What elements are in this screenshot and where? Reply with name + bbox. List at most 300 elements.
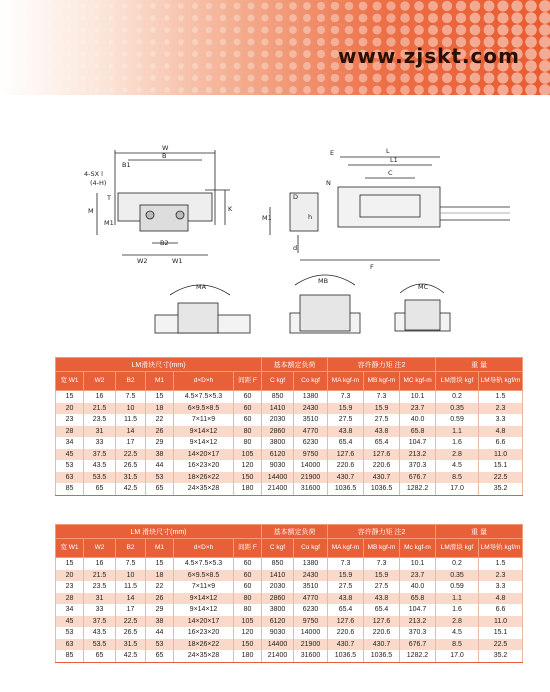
table-cell: 31 <box>84 426 116 438</box>
table-cell: 31.5 <box>116 639 146 651</box>
moment-label: MC <box>418 283 429 291</box>
table-cell: 150 <box>234 639 262 651</box>
table-cell: 65.4 <box>328 437 364 449</box>
table-cell: 17 <box>116 437 146 449</box>
table-cell: 370.3 <box>400 460 436 472</box>
table-cell: 104.7 <box>400 604 436 616</box>
table-cell: 29 <box>146 604 174 616</box>
table-cell: 21900 <box>294 472 328 484</box>
table-cell: 14×20×17 <box>174 449 234 461</box>
front-view-label: T <box>107 194 111 202</box>
column-header: 间距 F <box>234 539 262 558</box>
table-cell: 213.2 <box>400 616 436 628</box>
table-cell: 65.8 <box>400 593 436 605</box>
table-row <box>56 593 523 605</box>
column-header: Co kgf <box>294 539 328 558</box>
table-cell: 105 <box>234 449 262 461</box>
table-cell: 35.2 <box>479 483 523 495</box>
table-cell: 22 <box>146 581 174 593</box>
table-cell: 43.8 <box>328 593 364 605</box>
table-cell: 28 <box>56 426 84 438</box>
table-cell: 53.5 <box>84 472 116 484</box>
table-cell: 15 <box>56 391 84 403</box>
table-cell: 22 <box>146 414 174 426</box>
table-cell: 7.3 <box>364 391 400 403</box>
table-cell: 65 <box>146 650 174 662</box>
table-cell: 1282.2 <box>400 483 436 495</box>
table-row <box>56 558 523 570</box>
table-cell: 15.9 <box>364 403 400 415</box>
table-cell: 65.4 <box>328 604 364 616</box>
table-cell: 14 <box>116 426 146 438</box>
table-cell: 3.3 <box>479 414 523 426</box>
table-row <box>56 650 523 662</box>
side-view-label: E <box>330 149 335 157</box>
table-cell: 1410 <box>262 570 294 582</box>
moment-label: MA <box>196 283 207 291</box>
table-cell: 15 <box>56 558 84 570</box>
table-cell: 33 <box>84 437 116 449</box>
front-view-label: W2 <box>137 257 148 265</box>
table-cell: 676.7 <box>400 472 436 484</box>
table-cell: 11.0 <box>479 449 523 461</box>
table-cell: 29 <box>146 437 174 449</box>
table-cell: 2430 <box>294 403 328 415</box>
table-cell: 38 <box>146 616 174 628</box>
table-cell: 120 <box>234 627 262 639</box>
group-header-load-rating: 基本额定负荷 <box>262 358 328 372</box>
table-cell: 60 <box>234 570 262 582</box>
table-cell: 53 <box>56 460 84 472</box>
table-cell: 40.0 <box>400 581 436 593</box>
table-cell: 63 <box>56 472 84 484</box>
table-cell: 4770 <box>294 426 328 438</box>
table-cell: 22.5 <box>479 639 523 651</box>
side-view-label: C <box>388 169 393 177</box>
table-row <box>56 437 523 449</box>
table-cell: 53 <box>146 472 174 484</box>
side-view-label: F <box>370 263 374 271</box>
table-cell: 27.5 <box>364 414 400 426</box>
table-cell: 2030 <box>262 581 294 593</box>
table-cell: 14400 <box>262 639 294 651</box>
table-cell: 45 <box>56 616 84 628</box>
table-cell: 60 <box>234 414 262 426</box>
side-view-label: d <box>293 244 298 252</box>
front-view-label: B2 <box>160 239 169 247</box>
table-cell: 2860 <box>262 426 294 438</box>
table-cell: 1380 <box>294 558 328 570</box>
table-cell: 23 <box>56 414 84 426</box>
front-view-label: B <box>162 152 167 160</box>
column-header: Co kgf <box>294 372 328 391</box>
table-cell: 60 <box>234 391 262 403</box>
column-header: 宽 W1 <box>56 372 84 391</box>
table-cell: 22.5 <box>116 616 146 628</box>
table-cell: 0.59 <box>436 414 479 426</box>
table-cell: 14400 <box>262 472 294 484</box>
table-cell: 9×14×12 <box>174 593 234 605</box>
table-cell: 18×26×22 <box>174 472 234 484</box>
table-row <box>56 581 523 593</box>
table-cell: 53 <box>146 639 174 651</box>
table-cell: 85 <box>56 650 84 662</box>
column-header: LM滑块 kgf <box>436 539 479 558</box>
table-cell: 1410 <box>262 403 294 415</box>
table-cell: 65.4 <box>364 437 400 449</box>
table-cell: 4.8 <box>479 593 523 605</box>
table-cell: 22.5 <box>479 472 523 484</box>
table-cell: 7.5 <box>116 391 146 403</box>
table-cell: 127.6 <box>328 449 364 461</box>
table-cell: 16×23×20 <box>174 627 234 639</box>
table-cell: 127.6 <box>364 616 400 628</box>
table-cell: 3510 <box>294 414 328 426</box>
table-cell: 24×35×28 <box>174 483 234 495</box>
table-row <box>56 616 523 628</box>
table-cell: 6120 <box>262 449 294 461</box>
table-cell: 43.8 <box>328 426 364 438</box>
table-cell: 60 <box>234 558 262 570</box>
table-cell: 220.6 <box>364 627 400 639</box>
table-cell: 43.8 <box>364 426 400 438</box>
table-cell: 80 <box>234 593 262 605</box>
table-cell: 26.5 <box>116 627 146 639</box>
table-cell: 23.5 <box>84 414 116 426</box>
table-cell: 7.5 <box>116 558 146 570</box>
column-header: C kgf <box>262 539 294 558</box>
column-header: d×D×h <box>174 539 234 558</box>
group-header-weight: 重 量 <box>436 358 523 372</box>
table-cell: 127.6 <box>328 616 364 628</box>
table-cell: 26.5 <box>116 460 146 472</box>
table-cell: 220.6 <box>328 627 364 639</box>
table-cell: 1036.5 <box>328 650 364 662</box>
table-cell: 6×9.5×8.5 <box>174 403 234 415</box>
column-header: MA kgf-m <box>328 539 364 558</box>
table-cell: 65 <box>146 483 174 495</box>
column-header: MB kgf-m <box>364 372 400 391</box>
table-cell: 44 <box>146 460 174 472</box>
table-cell: 6120 <box>262 616 294 628</box>
column-header: MA kgf-m <box>328 372 364 391</box>
table-cell: 180 <box>234 483 262 495</box>
table-cell: 28 <box>56 593 84 605</box>
column-header: Mc kgf-m <box>400 539 436 558</box>
table-cell: 44 <box>146 627 174 639</box>
table-cell: 11.5 <box>116 414 146 426</box>
table-cell: 220.6 <box>364 460 400 472</box>
table-cell: 21.5 <box>84 403 116 415</box>
table-cell: 1.5 <box>479 391 523 403</box>
table-cell: 2430 <box>294 570 328 582</box>
table-cell: 33 <box>84 604 116 616</box>
table-cell: 65.4 <box>364 604 400 616</box>
side-view-label: h <box>308 213 313 221</box>
column-header: W2 <box>84 372 116 391</box>
table-cell: 8.5 <box>436 472 479 484</box>
table-cell: 22.5 <box>116 449 146 461</box>
front-view-label: W <box>162 144 169 152</box>
front-view-label: M <box>88 207 94 215</box>
table-cell: 1036.5 <box>328 483 364 495</box>
table-row <box>56 460 523 472</box>
table-cell: 1380 <box>294 391 328 403</box>
table-cell: 0.35 <box>436 570 479 582</box>
table-cell: 35.2 <box>479 650 523 662</box>
table-cell: 43.5 <box>84 627 116 639</box>
table-cell: 45 <box>56 449 84 461</box>
table-row <box>56 391 523 403</box>
table-cell: 43.5 <box>84 460 116 472</box>
table-cell: 0.2 <box>436 558 479 570</box>
table-cell: 7×11×9 <box>174 414 234 426</box>
column-header: M1 <box>146 372 174 391</box>
table-cell: 53.5 <box>84 639 116 651</box>
table-cell: 15.9 <box>328 403 364 415</box>
column-header: M1 <box>146 539 174 558</box>
table-row <box>56 570 523 582</box>
table-cell: 14000 <box>294 627 328 639</box>
table-cell: 27.5 <box>328 414 364 426</box>
front-view-label: B1 <box>122 161 131 169</box>
table-cell: 370.3 <box>400 627 436 639</box>
table-row <box>56 403 523 415</box>
table-cell: 21400 <box>262 483 294 495</box>
column-header: MC kgf-m <box>400 372 436 391</box>
table-row <box>56 604 523 616</box>
table-cell: 24×35×28 <box>174 650 234 662</box>
table-cell: 0.35 <box>436 403 479 415</box>
table-cell: 37.5 <box>84 449 116 461</box>
table-cell: 7.3 <box>364 558 400 570</box>
table-cell: 1036.5 <box>364 650 400 662</box>
table-row <box>56 472 523 484</box>
table-cell: 9750 <box>294 616 328 628</box>
group-header-static-moment: 容许静力矩 注2 <box>328 525 436 539</box>
table-cell: 18 <box>146 403 174 415</box>
table-cell: 15.9 <box>328 570 364 582</box>
table-cell: 9030 <box>262 460 294 472</box>
technical-drawings <box>0 95 550 355</box>
table-cell: 11.0 <box>479 616 523 628</box>
table-cell: 18×26×22 <box>174 639 234 651</box>
column-header: LM滑块 kgf <box>436 372 479 391</box>
table-cell: 40.0 <box>400 414 436 426</box>
table-cell: 4.5 <box>436 460 479 472</box>
table-cell: 7.3 <box>328 558 364 570</box>
side-view-label: L1 <box>390 156 398 164</box>
group-header-dimensions: LM滑块尺寸(mm) <box>56 358 262 372</box>
group-header-weight: 重 量 <box>436 525 523 539</box>
table-cell: 7×11×9 <box>174 581 234 593</box>
table-cell: 43.8 <box>364 593 400 605</box>
brand-url[interactable]: www.zjskt.com <box>337 44 520 68</box>
table-cell: 18 <box>146 570 174 582</box>
table-cell: 850 <box>262 558 294 570</box>
table-cell: 31600 <box>294 650 328 662</box>
table-cell: 7.3 <box>328 391 364 403</box>
table-cell: 23.5 <box>84 581 116 593</box>
table-cell: 85 <box>56 483 84 495</box>
spec-table <box>55 524 523 663</box>
spec-table <box>55 357 523 496</box>
table-cell: 1.1 <box>436 426 479 438</box>
moment-label: MB <box>318 277 329 285</box>
table-cell: 120 <box>234 460 262 472</box>
table-row <box>56 627 523 639</box>
table-cell: 80 <box>234 604 262 616</box>
table-cell: 60 <box>234 581 262 593</box>
column-header: LM导轨 kgf/m <box>479 372 523 391</box>
table-cell: 21900 <box>294 639 328 651</box>
table-cell: 15.1 <box>479 460 523 472</box>
table-cell: 2030 <box>262 414 294 426</box>
spec-table-2 <box>55 524 522 663</box>
table-cell: 0.2 <box>436 391 479 403</box>
table-cell: 430.7 <box>328 639 364 651</box>
side-view-label: N <box>326 179 331 187</box>
table-cell: 9750 <box>294 449 328 461</box>
table-cell: 6×9.5×8.5 <box>174 570 234 582</box>
table-row <box>56 483 523 495</box>
table-cell: 11.5 <box>116 581 146 593</box>
table-cell: 6230 <box>294 604 328 616</box>
table-cell: 14×20×17 <box>174 616 234 628</box>
table-cell: 0.59 <box>436 581 479 593</box>
column-header: C kgf <box>262 372 294 391</box>
table-cell: 4.5×7.5×5.3 <box>174 558 234 570</box>
table-cell: 3800 <box>262 604 294 616</box>
table-cell: 3510 <box>294 581 328 593</box>
table-cell: 150 <box>234 472 262 484</box>
table-cell: 34 <box>56 437 84 449</box>
table-cell: 676.7 <box>400 639 436 651</box>
side-view-label: L <box>386 147 390 155</box>
table-cell: 20 <box>56 570 84 582</box>
table-cell: 1036.5 <box>364 483 400 495</box>
table-cell: 31.5 <box>116 472 146 484</box>
group-header-static-moment: 容许静力矩 注2 <box>328 358 436 372</box>
table-cell: 65 <box>84 483 116 495</box>
column-header: MB kgf-m <box>364 539 400 558</box>
table-cell: 15.1 <box>479 627 523 639</box>
table-cell: 15 <box>146 558 174 570</box>
table-cell: 26 <box>146 593 174 605</box>
table-cell: 1.6 <box>436 437 479 449</box>
table-cell: 31 <box>84 593 116 605</box>
column-header: LM导轨 kgf/m <box>479 539 523 558</box>
table-cell: 31600 <box>294 483 328 495</box>
table-cell: 16×23×20 <box>174 460 234 472</box>
table-cell: 17 <box>116 604 146 616</box>
table-cell: 15 <box>146 391 174 403</box>
column-header: d×D×h <box>174 372 234 391</box>
table-cell: 4770 <box>294 593 328 605</box>
table-cell: 60 <box>234 403 262 415</box>
table-cell: 65 <box>84 650 116 662</box>
table-cell: 17.0 <box>436 650 479 662</box>
table-cell: 430.7 <box>328 472 364 484</box>
table-cell: 26 <box>146 426 174 438</box>
table-cell: 9×14×12 <box>174 437 234 449</box>
table-cell: 6.6 <box>479 437 523 449</box>
table-cell: 430.7 <box>364 639 400 651</box>
table-cell: 42.5 <box>116 650 146 662</box>
table-cell: 127.6 <box>364 449 400 461</box>
group-header-load-rating: 基本额定负荷 <box>262 525 328 539</box>
table-cell: 15.9 <box>364 570 400 582</box>
table-cell: 23.7 <box>400 403 436 415</box>
table-cell: 80 <box>234 426 262 438</box>
table-cell: 16 <box>84 558 116 570</box>
table-cell: 10 <box>116 570 146 582</box>
side-view-label: D <box>293 193 299 201</box>
table-cell: 3800 <box>262 437 294 449</box>
table-cell: 220.6 <box>328 460 364 472</box>
front-view-label: K <box>228 205 233 213</box>
table-cell: 2.3 <box>479 403 523 415</box>
table-cell: 42.5 <box>116 483 146 495</box>
table-row <box>56 449 523 461</box>
column-header: B2 <box>116 539 146 558</box>
table-cell: 2.8 <box>436 449 479 461</box>
table-cell: 105 <box>234 616 262 628</box>
table-row <box>56 639 523 651</box>
table-cell: 9×14×12 <box>174 426 234 438</box>
table-cell: 180 <box>234 650 262 662</box>
table-cell: 6.6 <box>479 604 523 616</box>
table-cell: 14 <box>116 593 146 605</box>
table-row <box>56 414 523 426</box>
table-cell: 38 <box>146 449 174 461</box>
table-cell: 27.5 <box>328 581 364 593</box>
column-header: W2 <box>84 539 116 558</box>
table-cell: 14000 <box>294 460 328 472</box>
table-cell: 1282.2 <box>400 650 436 662</box>
table-cell: 63 <box>56 639 84 651</box>
table-cell: 2860 <box>262 593 294 605</box>
table-cell: 10.1 <box>400 391 436 403</box>
group-header-dimensions: LM 滑块尺寸(mm) <box>56 525 262 539</box>
table-cell: 9030 <box>262 627 294 639</box>
table-row <box>56 426 523 438</box>
table-cell: 1.6 <box>436 604 479 616</box>
table-cell: 4.5×7.5×5.3 <box>174 391 234 403</box>
table-cell: 20 <box>56 403 84 415</box>
side-view-label: M1 <box>262 214 272 222</box>
header-banner <box>0 0 550 95</box>
table-cell: 850 <box>262 391 294 403</box>
column-header: B2 <box>116 372 146 391</box>
table-cell: 104.7 <box>400 437 436 449</box>
table-cell: 8.5 <box>436 639 479 651</box>
table-cell: 4.8 <box>479 426 523 438</box>
table-cell: 1.5 <box>479 558 523 570</box>
table-cell: 80 <box>234 437 262 449</box>
table-cell: 27.5 <box>364 581 400 593</box>
table-cell: 2.8 <box>436 616 479 628</box>
table-cell: 37.5 <box>84 616 116 628</box>
table-cell: 21400 <box>262 650 294 662</box>
table-cell: 34 <box>56 604 84 616</box>
table-cell: 65.8 <box>400 426 436 438</box>
table-cell: 16 <box>84 391 116 403</box>
table-cell: 23 <box>56 581 84 593</box>
front-view-label: W1 <box>172 257 183 265</box>
table-cell: 17.0 <box>436 483 479 495</box>
table-cell: 4.5 <box>436 627 479 639</box>
